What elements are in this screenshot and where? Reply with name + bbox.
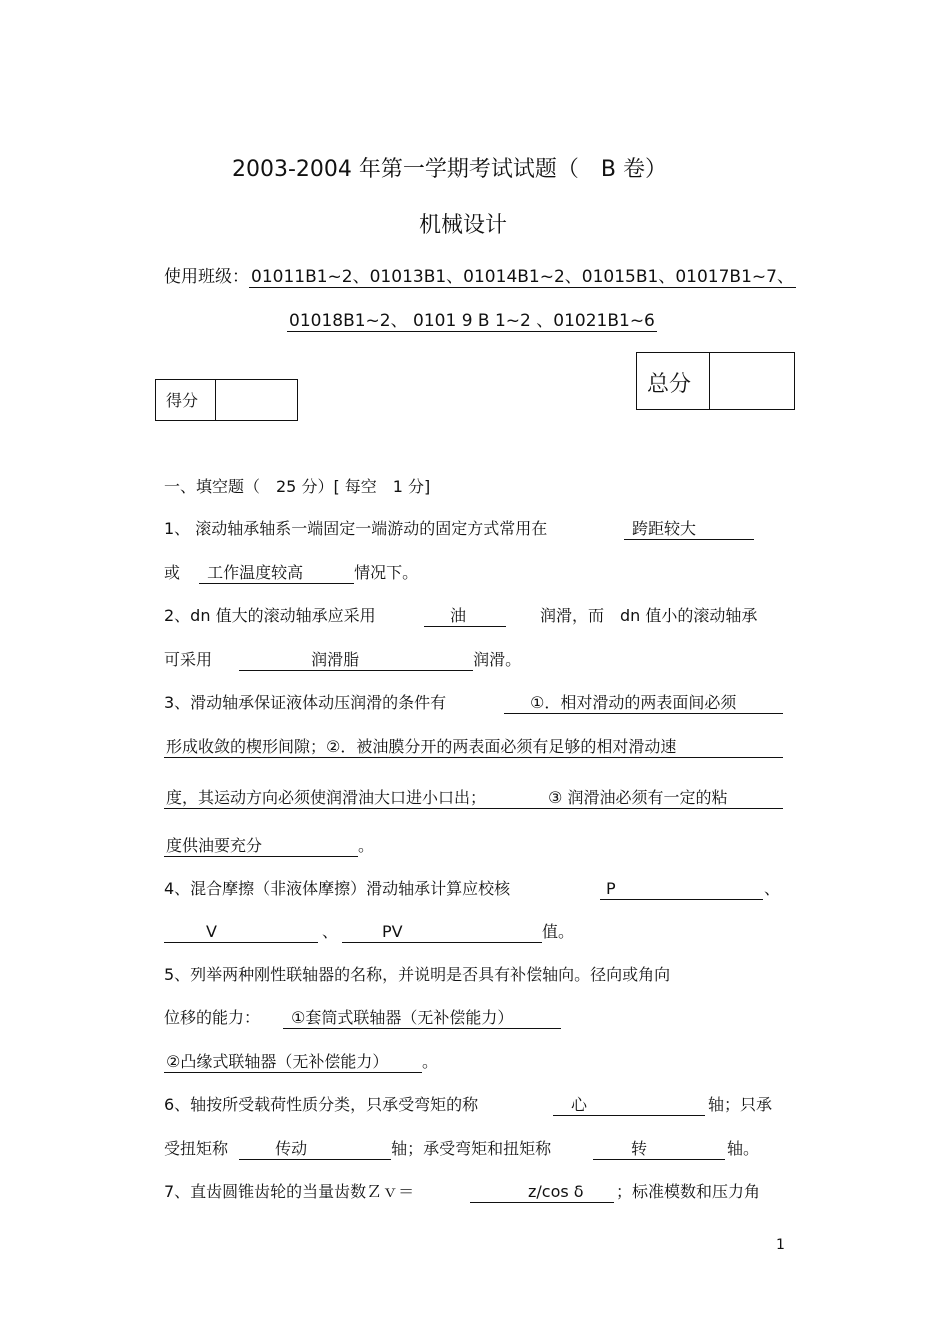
q2-answer-b: 润滑脂 <box>239 650 473 671</box>
q7-answer-a: z/cos δ <box>470 1182 614 1203</box>
section-score-label: 得分 <box>166 391 199 410</box>
q5-answer-a: ①套筒式联轴器（无补偿能力） <box>283 1008 561 1029</box>
q6-text-d: 轴；承受弯矩和扭矩称 <box>391 1139 552 1158</box>
q1-line-2 <box>164 563 418 584</box>
q1-text: 1、 滚动轴承轴系一端固定一端游动的固定方式常用在 <box>164 519 548 538</box>
q6-text-b: 轴；只承 <box>708 1095 773 1114</box>
q3-line-4 <box>164 836 374 857</box>
q2-answer-a: 油 <box>424 606 506 627</box>
page-number: 1 <box>776 1237 785 1253</box>
q5-text-c: 。 <box>422 1052 439 1071</box>
section-score-box <box>155 379 298 421</box>
q3-line-3 <box>164 788 783 809</box>
q3-line-1 <box>164 693 446 713</box>
classes-line-1: 01011B1~2、01013B1、01014B1~2、01015B1、01017B1~7、 <box>249 262 796 288</box>
q6-answer-a: 心 <box>553 1095 705 1116</box>
q4-line-1 <box>164 879 510 899</box>
classes-row-2 <box>287 306 657 332</box>
q6-answer-b: 传动 <box>239 1139 391 1160</box>
subject-title: 机械设计 <box>419 213 508 238</box>
q3-answer-c2: ③ 润滑油必须有一定的粘 <box>548 788 728 807</box>
q3-answer-c1: 度，其运动方向必须使润滑油大口进小口出； <box>166 788 487 807</box>
q2-text-b: 润滑，而 dn 值小的滚动轴承 <box>540 606 758 625</box>
q5-text-b: 位移的能力： <box>164 1008 261 1027</box>
exam-title: 2003-2004 年第一学期考试试题（ B 卷） <box>232 157 667 182</box>
q4-sep-2: 、 <box>322 922 339 941</box>
q1-text-c: 情况下。 <box>354 563 419 582</box>
q7-text-b: ；标准模数和压力角 <box>616 1182 761 1201</box>
classes-line-2: 01018B1~2、 0101 9 B 1~2 、01021B1~6 <box>287 306 657 332</box>
q7-line-1: 7、直齿圆锥齿轮的当量齿数Ｚｖ＝ <box>164 1182 415 1201</box>
q3-text-e: 。 <box>358 836 375 855</box>
q5-line-1: 5、列举两种刚性联轴器的名称，并说明是否具有补偿轴向。径向或角向 <box>164 965 671 984</box>
q6-answer-c: 转 <box>593 1139 725 1160</box>
section-heading: 一、填空题（ 25 分）[ 每空 1 分] <box>164 477 431 496</box>
q5-answer-b: ②凸缘式联轴器（无补偿能力） <box>164 1052 422 1073</box>
q3-answer-b: 形成收敛的楔形间隙；②．被油膜分开的两表面必须有足够的相对滑动速 <box>164 737 783 758</box>
q5-line-3 <box>164 1052 438 1073</box>
q6-line-1: 6、轴按所受载荷性质分类，只承受弯矩的称 <box>164 1095 479 1114</box>
q1-answer-a: 跨距较大 <box>624 519 754 540</box>
q4-answer-c: PV <box>342 922 542 943</box>
total-score-box <box>636 352 795 410</box>
classes-label: 使用班级： <box>164 267 249 287</box>
q3-answer-c <box>164 788 783 809</box>
q1-line-1 <box>164 519 547 539</box>
q6-text-c: 受扭矩称 <box>164 1139 229 1158</box>
q5-line-2 <box>164 1008 260 1028</box>
q4-sep-1: 、 <box>764 879 781 898</box>
classes-row-1 <box>164 262 796 288</box>
q4-line-2 <box>164 922 574 943</box>
q2-line-2 <box>164 650 521 671</box>
q4-answer-b: V <box>164 922 318 943</box>
total-score-label: 总分 <box>647 372 692 397</box>
q4-text: 4、混合摩擦（非液体摩擦）滑动轴承计算应校核 <box>164 879 511 898</box>
q1-answer-b: 工作温度较高 <box>199 563 354 584</box>
q3-answer-a: ①．相对滑动的两表面间必须 <box>504 693 783 714</box>
q6-text-e: 轴。 <box>727 1139 760 1158</box>
q6-line-2 <box>164 1139 551 1160</box>
q2-text-d: 润滑。 <box>473 650 522 669</box>
q3-answer-d: 度供油要充分 <box>164 836 358 857</box>
q4-answer-a: P <box>600 879 763 900</box>
q2-text-c: 可采用 <box>164 650 213 669</box>
q3-text: 3、滑动轴承保证液体动压润滑的条件有 <box>164 693 447 712</box>
q2-text: 2、dn 值大的滚动轴承应采用 <box>164 606 376 625</box>
q4-text-b: 值。 <box>542 922 575 941</box>
q1-text-b: 或 <box>164 563 181 582</box>
q2-line-1 <box>164 606 376 626</box>
